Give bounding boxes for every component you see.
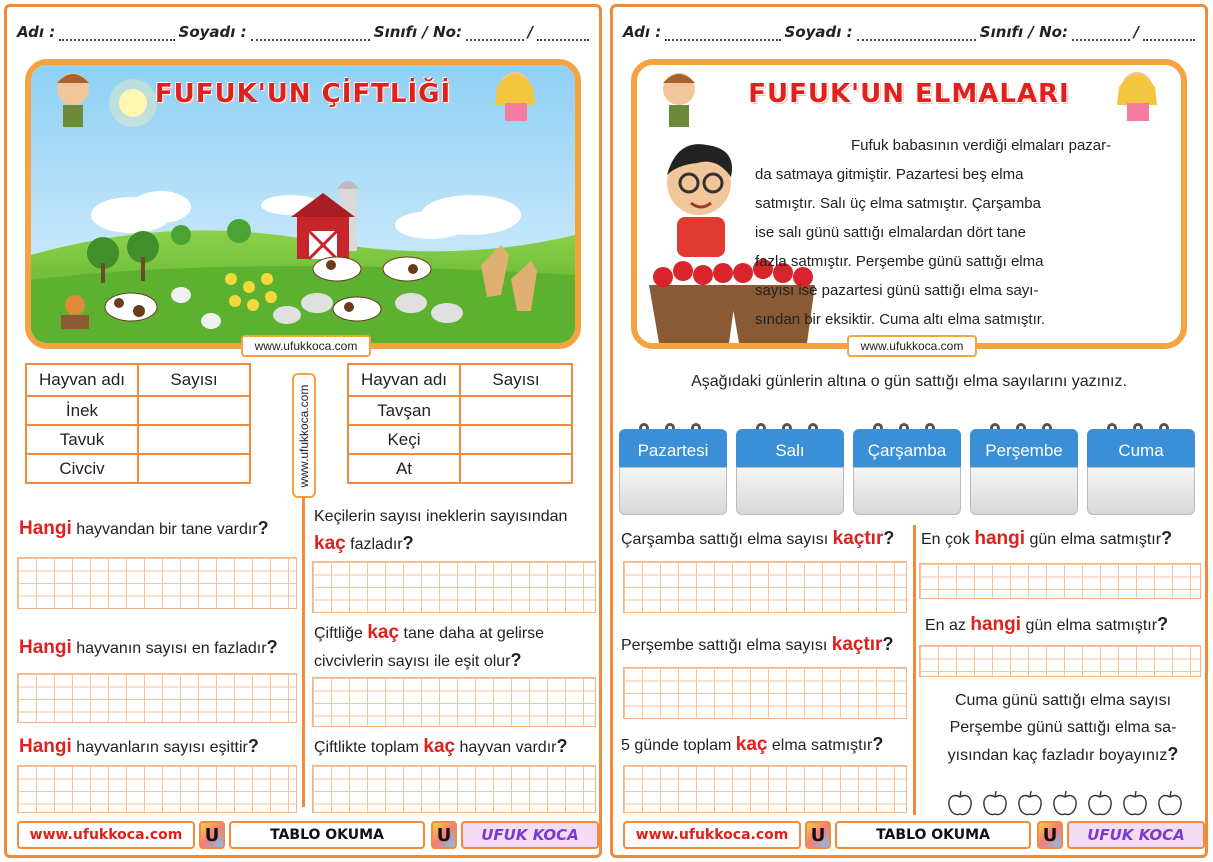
footer-brand: UFUK KOCA xyxy=(1067,821,1205,849)
answer-cell[interactable] xyxy=(138,454,250,483)
apple-outline-icon[interactable] xyxy=(1087,789,1113,817)
column-header-count: Sayısı xyxy=(138,364,250,396)
surname-label: Soyadı : xyxy=(178,23,247,41)
question-text: Perşembe günü sattığı elma sa- xyxy=(949,719,1177,736)
story-text xyxy=(755,131,1181,334)
day-answer-box[interactable] xyxy=(970,467,1078,515)
site-tag: www.ufukkoca.com xyxy=(847,335,977,357)
question-text: elma satmıştır xyxy=(767,737,873,754)
question-text: fazladır xyxy=(345,536,403,553)
question-text: Çarşamba sattığı elma sayısı xyxy=(621,531,833,548)
question-keyword: Hangi xyxy=(19,518,72,539)
story-line: ise salı günü sattığı elmalardan dört tane xyxy=(755,224,1026,241)
question-mark: ? xyxy=(1167,744,1179,764)
name-label: Adı : xyxy=(623,23,662,41)
question-text: Çiftlikte toplam xyxy=(314,739,424,756)
column-header-count: Sayısı xyxy=(460,364,572,396)
day-card-cuma xyxy=(1087,423,1195,515)
question-text: Perşembe sattığı elma sayısı xyxy=(621,637,832,654)
answer-grid-1[interactable] xyxy=(17,557,297,609)
question-mark: ? xyxy=(257,518,269,538)
table-row-label: Tavşan xyxy=(348,396,460,425)
answer-cell[interactable] xyxy=(138,396,250,425)
question-1 xyxy=(19,515,269,543)
question-5 xyxy=(925,611,1168,639)
question-mark: ? xyxy=(556,736,568,756)
answer-grid-4[interactable] xyxy=(312,561,596,613)
question-6 xyxy=(314,733,598,761)
question-mark: ? xyxy=(882,634,894,654)
animal-table-2 xyxy=(347,363,573,484)
worksheet-apples xyxy=(610,4,1208,858)
question-text: gün elma satmıştır xyxy=(1025,531,1162,548)
day-card-pazartesi xyxy=(619,423,727,515)
answer-grid-5[interactable] xyxy=(919,645,1201,677)
surname-label: Soyadı : xyxy=(784,23,853,41)
column-header-animal: Hayvan adı xyxy=(26,364,138,396)
page-title: FUFUK'UN ELMALARI xyxy=(748,79,1070,109)
apple-outline-icon[interactable] xyxy=(1052,789,1078,817)
class-no-label: Sınıfı / No: xyxy=(373,23,462,41)
answer-grid-2[interactable] xyxy=(623,667,907,719)
table-row-label: Keçi xyxy=(348,425,460,454)
question-text: gün elma satmıştır xyxy=(1021,617,1158,634)
question-text: hayvanın sayısı en fazladır xyxy=(71,640,267,657)
class-field[interactable] xyxy=(1072,27,1130,41)
question-keyword: kaçtır xyxy=(832,528,884,549)
apple-outline-icon[interactable] xyxy=(1157,789,1183,817)
question-text: hayvan vardır xyxy=(455,739,557,756)
animal-table-1 xyxy=(25,363,251,484)
logo-u-icon: U xyxy=(431,821,457,849)
question-text: hayvandan bir tane vardır xyxy=(71,521,258,538)
day-card-sali xyxy=(736,423,844,515)
answer-cell[interactable] xyxy=(460,454,572,483)
question-text: hayvanların sayısı eşittir xyxy=(71,739,248,756)
table-row-label: At xyxy=(348,454,460,483)
question-text: Çiftliğe xyxy=(314,625,368,642)
answer-grid-5[interactable] xyxy=(312,677,596,727)
vertical-site-tag xyxy=(292,373,316,498)
name-field[interactable] xyxy=(59,27,174,41)
question-text: yısından kaç fazladır boyayınız xyxy=(947,747,1168,764)
question-text: Cuma günü sattığı elma sayısı xyxy=(954,692,1172,709)
day-label: Cuma xyxy=(1087,429,1195,467)
question-2 xyxy=(19,634,278,662)
student-info-line xyxy=(623,17,1195,41)
day-label: Perşembe xyxy=(970,429,1078,467)
surname-field[interactable] xyxy=(251,27,370,41)
day-label: Salı xyxy=(736,429,844,467)
day-answer-box[interactable] xyxy=(619,467,727,515)
answer-grid-3[interactable] xyxy=(623,765,907,813)
page-footer xyxy=(623,821,1195,849)
question-2 xyxy=(621,631,893,659)
question-keyword: Hangi xyxy=(19,637,72,658)
question-text: En az xyxy=(925,617,971,634)
number-field[interactable] xyxy=(1143,27,1195,41)
column-divider xyxy=(913,525,916,815)
day-answer-box[interactable] xyxy=(736,467,844,515)
logo-u-icon: U xyxy=(1037,821,1063,849)
question-4 xyxy=(921,525,1172,553)
instruction-text: Aşağıdaki günlerin altına o gün sattığı elma sayılarını yazınız. xyxy=(691,373,1127,390)
footer-title: TABLO OKUMA xyxy=(835,821,1031,849)
day-answer-box[interactable] xyxy=(853,467,961,515)
apples-banner xyxy=(631,59,1187,349)
answer-grid-6[interactable] xyxy=(312,765,596,813)
question-text: Keçilerin sayısı ineklerin sayısından xyxy=(314,508,568,525)
question-1 xyxy=(621,525,894,553)
question-keyword: hangi xyxy=(970,614,1022,635)
story-line: sayısı ise pazartesi günü sattığı elma sayı- xyxy=(755,282,1039,299)
day-card-persembe xyxy=(970,423,1078,515)
question-text: 5 günde toplam xyxy=(621,737,736,754)
footer-brand: UFUK KOCA xyxy=(461,821,599,849)
question-mark: ? xyxy=(510,650,522,670)
footer-site: www.ufukkoca.com xyxy=(17,821,195,849)
answer-grid-3[interactable] xyxy=(17,765,297,813)
day-label: Çarşamba xyxy=(853,429,961,467)
name-label: Adı : xyxy=(17,23,56,41)
question-4 xyxy=(314,503,596,558)
question-mark: ? xyxy=(1161,528,1173,548)
question-mark: ? xyxy=(402,533,414,553)
answer-cell[interactable] xyxy=(138,425,250,454)
question-keyword: kaçtır xyxy=(831,634,883,655)
question-6 xyxy=(927,687,1199,769)
table-row-label: İnek xyxy=(26,396,138,425)
story-line: satmıştır. Salı üç elma satmıştır. Çarşamba xyxy=(755,195,1041,212)
slash-label: / xyxy=(1133,23,1140,41)
table-row-label: Tavuk xyxy=(26,425,138,454)
page-footer xyxy=(17,821,589,849)
story-line: Fufuk babasının verdiği elmaları pazar- xyxy=(851,137,1112,154)
surname-field[interactable] xyxy=(857,27,976,41)
student-info-line xyxy=(17,17,589,41)
slash-label: / xyxy=(527,23,534,41)
answer-grid-4[interactable] xyxy=(919,563,1201,599)
name-field[interactable] xyxy=(665,27,780,41)
footer-title: TABLO OKUMA xyxy=(229,821,425,849)
story-line: sından bir eksiktir. Cuma altı elma satmıştır. xyxy=(755,311,1046,328)
story-line: da satmaya gitmiştir. Pazartesi beş elma xyxy=(755,166,1024,183)
question-mark: ? xyxy=(266,637,278,657)
column-header-animal: Hayvan adı xyxy=(348,364,460,396)
day-card-carsamba xyxy=(853,423,961,515)
question-keyword: hangi xyxy=(974,528,1026,549)
question-keyword: kaç xyxy=(314,533,346,554)
apple-outline-icon[interactable] xyxy=(982,789,1008,817)
question-mark: ? xyxy=(247,736,259,756)
day-label: Pazartesi xyxy=(619,429,727,467)
footer-site: www.ufukkoca.com xyxy=(623,821,801,849)
question-mark: ? xyxy=(872,734,884,754)
answer-grid-2[interactable] xyxy=(17,673,297,723)
number-field[interactable] xyxy=(537,27,589,41)
worksheet-farm xyxy=(4,4,602,858)
apple-outline-icon[interactable] xyxy=(947,789,973,817)
question-text: tane daha at gelirse xyxy=(399,625,545,642)
question-keyword: kaç xyxy=(367,622,400,643)
class-no-label: Sınıfı / No: xyxy=(979,23,1068,41)
story-line: fazla satmıştır. Perşembe günü sattığı elma xyxy=(755,253,1044,270)
apple-outline-icon[interactable] xyxy=(1017,789,1043,817)
table-row-label: Civciv xyxy=(26,454,138,483)
answer-grid-1[interactable] xyxy=(623,561,907,613)
question-keyword: kaç xyxy=(423,736,456,757)
question-mark: ? xyxy=(883,528,895,548)
logo-u-icon: U xyxy=(805,821,831,849)
question-3 xyxy=(621,731,883,759)
question-text: civcivlerin sayısı ile eşit olur xyxy=(314,653,511,670)
apple-outline-icon[interactable] xyxy=(1122,789,1148,817)
answer-cell[interactable] xyxy=(460,396,572,425)
question-mark: ? xyxy=(1157,614,1169,634)
site-tag: www.ufukkoca.com xyxy=(241,335,371,357)
farm-banner xyxy=(25,59,581,349)
question-keyword: Hangi xyxy=(19,736,72,757)
logo-u-icon: U xyxy=(199,821,225,849)
class-field[interactable] xyxy=(466,27,524,41)
question-text: En çok xyxy=(921,531,975,548)
answer-cell[interactable] xyxy=(460,425,572,454)
day-answer-box[interactable] xyxy=(1087,467,1195,515)
page-title: FUFUK'UN ÇİFTLİĞİ xyxy=(154,79,452,109)
vertical-site-text: www.ufukkoca.com xyxy=(297,384,311,487)
question-3 xyxy=(19,733,259,761)
question-keyword: kaç xyxy=(735,734,768,755)
column-divider xyxy=(302,497,305,807)
fufuk-seller-icon xyxy=(667,144,732,257)
question-5 xyxy=(314,619,596,675)
